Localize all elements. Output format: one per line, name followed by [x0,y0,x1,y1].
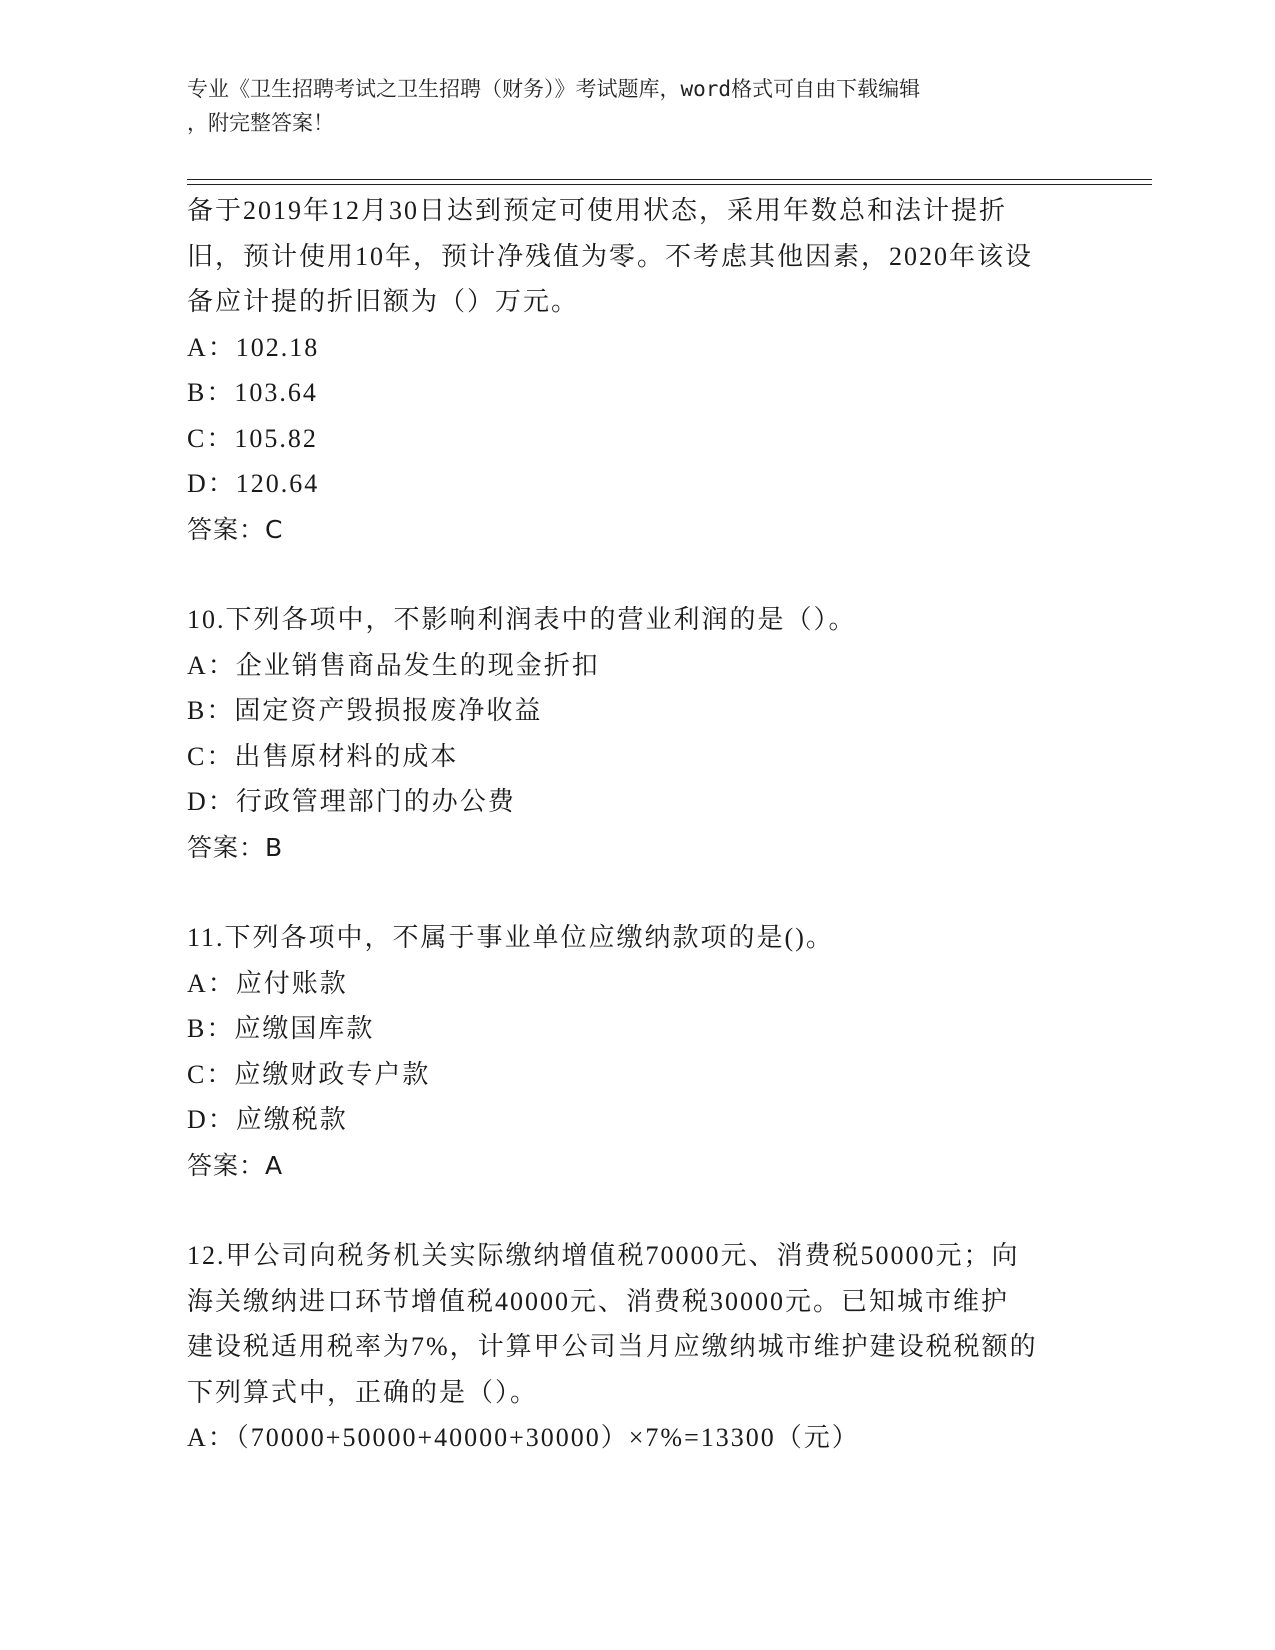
question-stem-line: 11.下列各项中，不属于事业单位应缴纳款项的是()。 [187,923,834,952]
question-12 [187,1233,1087,1461]
option-a: A：应付账款 [187,968,348,998]
question-stem-line: 海关缴纳进口环节增值税40000元、消费税30000元。已知城市维护 [187,1286,1010,1316]
question-10 [187,597,1087,870]
option-d: D：120.64 [187,469,320,498]
answer-label: 答案：C [187,514,284,544]
question-list [187,188,1087,1461]
question-stem-line: 备于2019年12月30日达到预定可使用状态，采用年数总和法计提折 [187,196,1008,225]
option-b: B：应缴国库款 [187,1014,375,1043]
question-stem-line: 10.下列各项中，不影响利润表中的营业利润的是（）。 [187,605,857,634]
question-stem-line: 备应计提的折旧额为（）万元。 [187,287,580,316]
question-9 [187,188,1087,552]
header-title-line-1: 专业《卫生招聘考试之卫生招聘（财务）》考试题库，word格式可自由下载编辑 [187,77,921,101]
question-stem-line: 12.甲公司向税务机关实际缴纳增值税70000元、消费税50000元；向 [187,1241,1020,1270]
spacer [187,1188,1087,1233]
option-d: D：应缴税款 [187,1105,348,1134]
option-c: C：105.82 [187,423,318,453]
option-a: A：（70000+50000+40000+30000）×7%=13300（元） [187,1423,860,1452]
option-b: B：固定资产毁损报废净收益 [187,696,543,725]
header-title-line-2: ，附完整答案！ [187,111,334,135]
page-header [187,72,1067,140]
option-c: C：应缴财政专户款 [187,1059,431,1089]
question-stem-line: 下列算式中，正确的是（）。 [187,1377,539,1407]
spacer [187,552,1087,597]
question-stem-line: 建设税适用税率为7%，计算甲公司当月应缴纳城市维护建设税税额的 [187,1332,1038,1361]
option-d: D：行政管理部门的办公费 [187,787,516,816]
answer-label: 答案：B [187,832,284,862]
option-a: A：102.18 [187,332,320,362]
option-b: B：103.64 [187,378,318,407]
option-a: A：企业销售商品发生的现金折扣 [187,650,600,680]
answer-label: 答案：A [187,1150,284,1180]
spacer [187,870,1087,915]
option-c: C：出售原材料的成本 [187,741,459,771]
question-stem-line: 旧，预计使用10年，预计净残值为零。不考虑其他因素，2020年该设 [187,241,1034,271]
header-double-rule [187,179,1152,185]
question-11 [187,915,1087,1188]
